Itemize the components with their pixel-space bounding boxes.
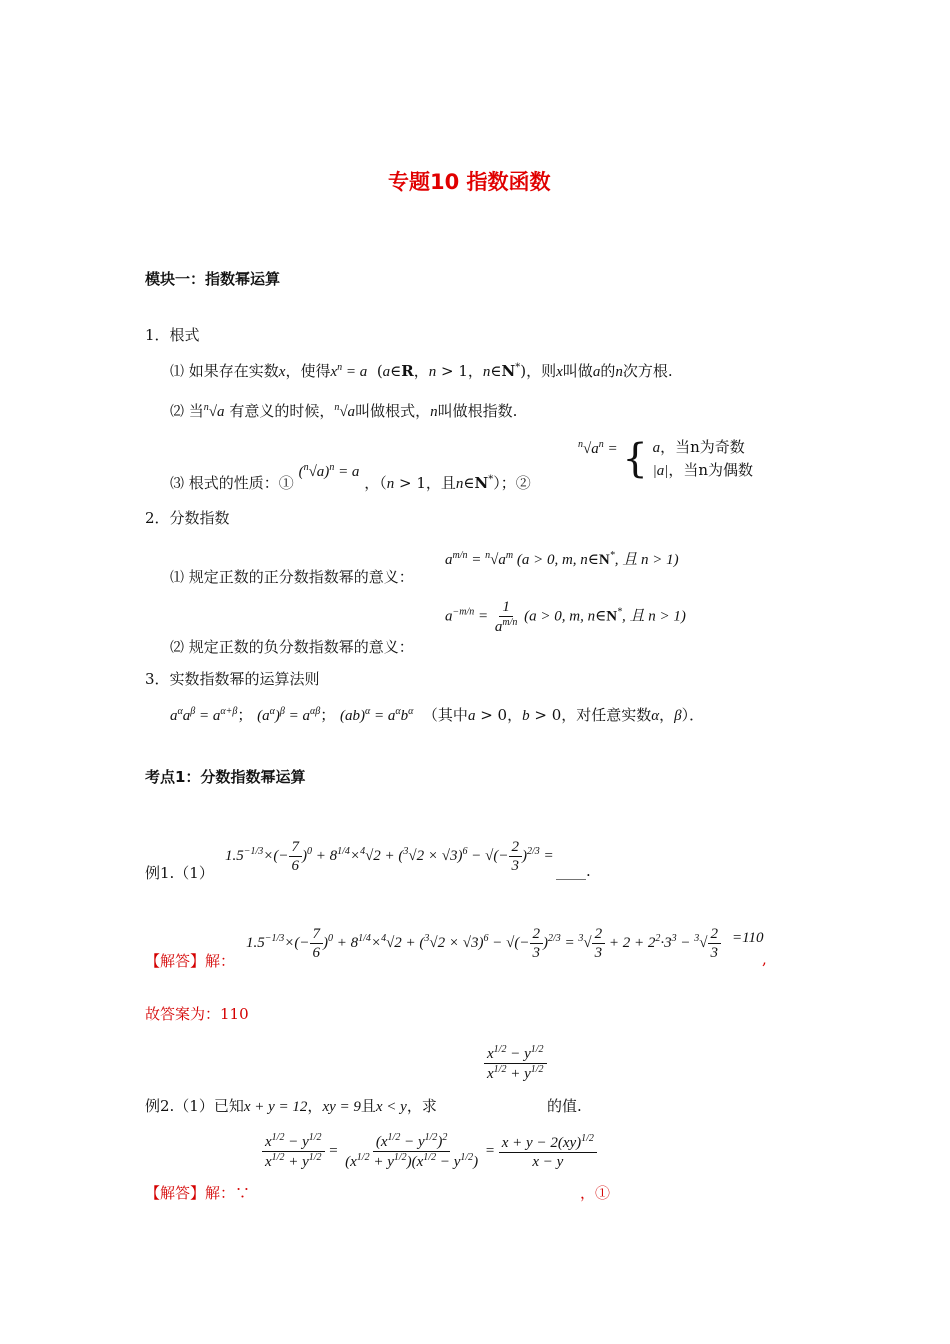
module-heading: 模块一：指数幂运算 [145,270,281,288]
example1-expression: $1.5^{-1/3}\times(-$ $\frac{7}{6}$ )$^0 + 8^{1/4}\times^4√2 + (^3√2 \times √3)^6$ − √(− $\frac{2}{3}$ )$^{2/3}$ = [225,839,554,874]
example2-label: 例2.（1）已知x + y = 12，xy = 9且x < y，求 [145,1097,437,1115]
example1-blank: ____. [556,862,591,880]
negative-fractional-formula: $a^{-m/n}$ = $\frac{1}{a^{m/n}}$ (a > 0, m, n∈N*, 且 n > 1) [445,599,686,635]
example1-answer-label: 【解答】解： [145,952,236,970]
radical-name: ⑵ 当$^n$√a 有意义的时候，$^n$√a叫做根式，n叫做根指数. [170,402,518,420]
example1-result: =110 [732,930,764,946]
example1-solution: $1.5^{-1/3}\times(-$ $\frac{7}{6}$ )$^0 + 8^{1/4}\times^4√2 + (^3√2 \times √3)^6$ − √(− $\frac{2}{3}$ )$^{2/3}$ = $^3$√ $\frac{2}{3}$ + $2 + 2^2\cdot 3^3 - ^3√$ $\frac{2}{3}$ [246,925,721,962]
example1-comma: , [762,950,767,968]
example2-ask: 的值. [547,1097,582,1115]
example1-label: 例1.（1） [145,864,214,882]
section1-heading: 1．根式 [145,326,200,344]
page-title: 专题10 指数函数 [388,170,551,194]
radical-cases: $^n√a^n$ = { a，当n为奇数 |a|，当n为偶数 [578,436,754,482]
point-heading: 考点1：分数指数幂运算 [145,768,306,786]
example2-answer-label: 【解答】解：∵ [145,1184,251,1202]
radical-property: ⑶ 根式的性质：① $(^n√a)^n = a$ ，（n > 1，且n∈N*）；② [170,462,531,492]
example1-final: 故答案为：110 [145,1005,249,1023]
positive-fractional-rule: ⑴ 规定正数的正分数指数幂的意义： [170,568,414,586]
positive-fractional-formula: $a^{m/n} = ^n√a^m$ (a > 0, m, n∈N*, 且 n > 1) [445,550,679,568]
example2-target-expression: $\frac{x^{1/2} - y^{1/2}}{x^{1/2} + y^{1/2}}$ [484,1044,547,1083]
example2-solution: $\frac{x^{1/2} - y^{1/2}}{x^{1/2} + y^{1/2}}$ = $\frac{(x^{1/2} - y^{1/2})^2}{(x^{1/2} + y^{1/2})(x^{1/2} - y^{1/2})}$ = $\frac{x + y - 2(xy)^{1/2}}{x - y}$ [262,1132,597,1171]
section3-heading: 3．实数指数幂的运算法则 [145,670,320,688]
radical-definition: ⑴ 如果存在实数x，使得$x^n = a$ (a∈R，n > 1，n∈N*)，则x叫做a的n次方根. [170,362,673,380]
exponent-rules: $a^\alpha a^\beta = a^{\alpha+\beta}$； $(a^\alpha)^\beta = a^{\alpha\beta}$； $(ab)^\alpha = a^\alpha b^\alpha$ （其中a > 0，b > 0，对任意实数α，β）． [170,706,705,724]
negative-fractional-rule: ⑵ 规定正数的负分数指数幂的意义： [170,638,414,656]
example2-tail: ，① [580,1184,611,1202]
section2-heading: 2．分数指数 [145,509,230,527]
